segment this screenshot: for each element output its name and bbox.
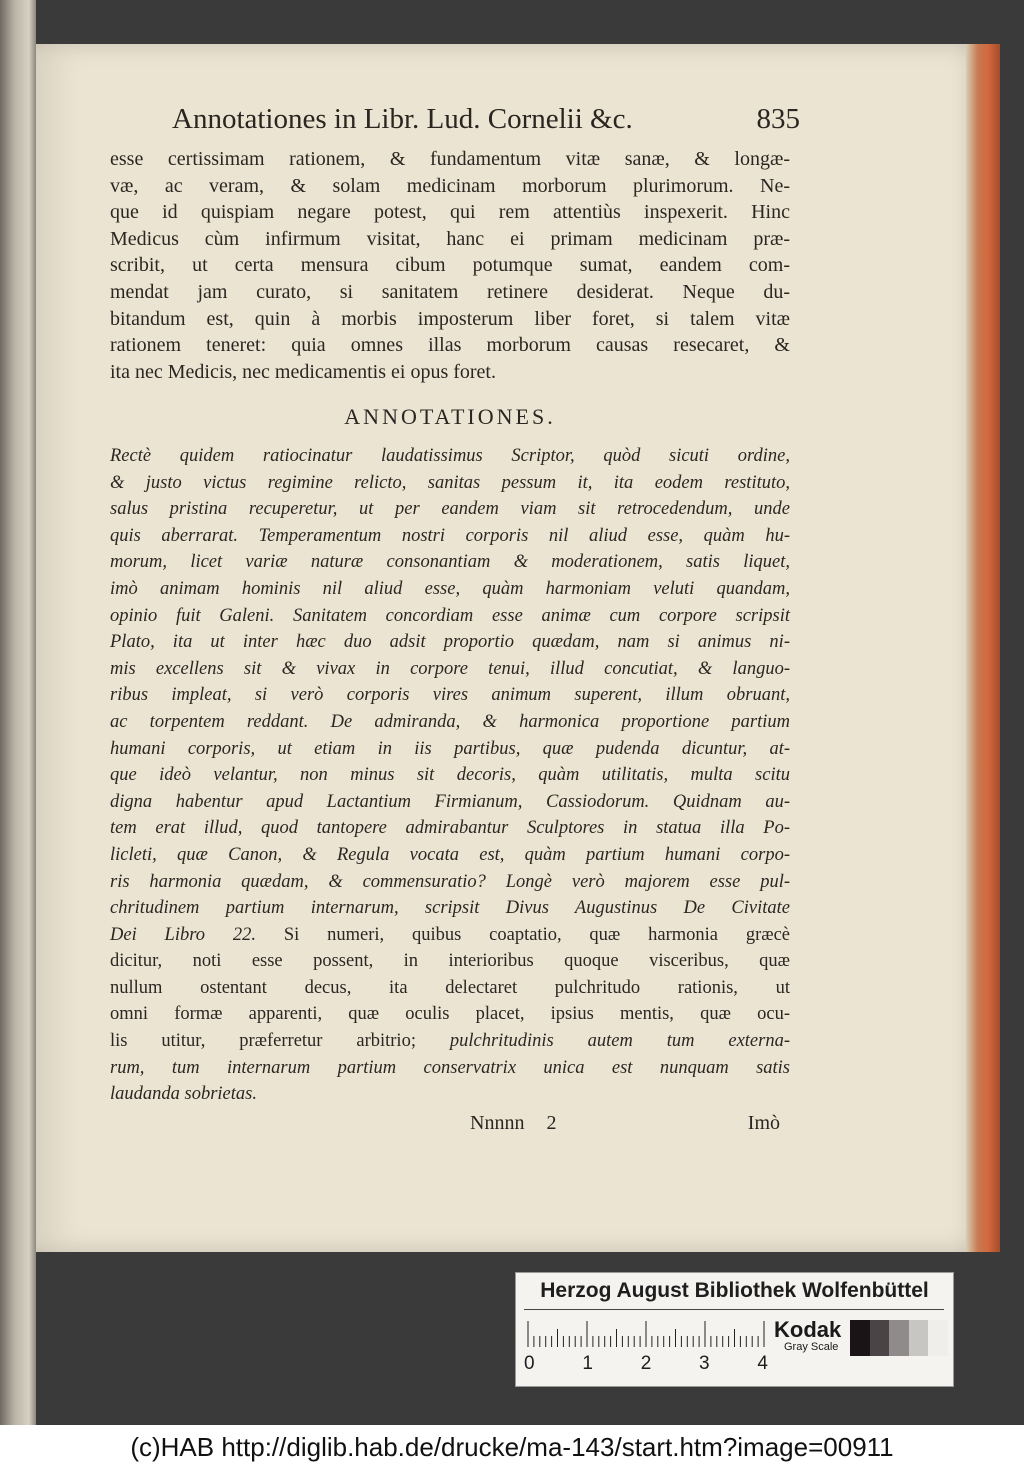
gray-swatch [870, 1320, 890, 1356]
text-fragment-roman: lis utitur, præferretur arbitrio; [110, 1031, 450, 1052]
kodak-logo: Kodak [774, 1317, 842, 1342]
running-head-title: Annotationes in Libr. Lud. Cornelii &c. [172, 103, 633, 135]
text-line [110, 922, 790, 949]
text-line: bitandum est, quin à morbis imposterum liber foret, si talem vitæ [110, 307, 790, 330]
text-line: ita nec Medicis, nec medicamentis ei opus foret. [110, 360, 496, 383]
text-line: licleti, quæ Canon, & Regula vocata est, quàm partium humani corpo- [110, 844, 790, 865]
gray-scale-label: Gray Scale [784, 1341, 839, 1353]
text-line: que ideò velantur, non minus sit decoris, quàm utilitatis, multa scitu [110, 765, 790, 786]
text-line: mendat jam curato, si sanitatem retinere desiderat. Neque du- [110, 280, 790, 303]
ruler-number: 4 [757, 1353, 768, 1374]
paragraph-main [110, 146, 790, 385]
text-fragment-italic: pulchritudinis autem tum externa- [449, 1031, 790, 1052]
text-line: rum, tum internarum partium conservatrix unica est nunquam satis [110, 1057, 790, 1078]
gray-swatches [850, 1320, 948, 1356]
left-page-edge [0, 0, 36, 1425]
text-line: Plato, ita ut inter hæc duo adsit proportio quædam, nam si animus ni- [110, 632, 790, 653]
text-line: esse certissimam rationem, & fundamentum vitæ sanæ, & longæ- [110, 148, 790, 170]
ruler-number: 1 [582, 1353, 593, 1374]
text-line: mis excellens sit & vivax in corpore tenui, illud concutiat, & languo- [110, 658, 790, 679]
ruler-numbers [524, 1353, 768, 1375]
catchline [470, 1112, 780, 1135]
gray-swatch [850, 1320, 870, 1356]
text-line [110, 1028, 790, 1055]
text-line: ac torpentem reddant. De admiranda, & harmonica proportione partium [110, 711, 790, 732]
text-line: Rectè quidem ratiocinatur laudatissimus Scriptor, quòd sicuti ordine, [110, 446, 790, 466]
text-line: morum, licet variæ naturæ consonantiam & moderationem, satis liquet, [110, 552, 790, 573]
page-number: 835 [756, 103, 800, 135]
text-line: humani corporis, ut etiam in iis partibus, quæ pudenda dicuntur, at- [110, 738, 790, 759]
ruler-number: 2 [640, 1353, 652, 1374]
text-line: opinio fuit Galeni. Sanitatem concordiam esse animæ cum corpore scripsit [110, 605, 790, 626]
running-head [172, 103, 800, 143]
ruler-number: 0 [524, 1353, 535, 1374]
text-line: & justo victus regimine relicto, sanitas pessum it, ita eodem restituto, [110, 472, 790, 493]
gray-swatch [889, 1320, 909, 1356]
paragraph-annotations [110, 443, 790, 1108]
footer-url: (c)HAB http://diglib.hab.de/drucke/ma-143/start.htm?image=00911 [0, 1425, 1024, 1470]
text-line: tem erat illud, quod tantopere admirabantur Sculptores in statua illa Po- [110, 818, 790, 839]
page-edge-colored [966, 44, 1000, 1252]
text-line: nullum ostentant decus, ita delectaret pulchritudo rationis, ut [110, 977, 790, 998]
text-line: dicitur, noti esse possent, in interioribus quoque visceribus, quæ [110, 951, 790, 972]
text-line: rationem teneret: quia omnes illas morborum causas resecaret, & [110, 334, 790, 357]
text-line: scribit, ut certa mensura cibum potumque sumat, eandem com- [110, 254, 790, 277]
target-rule [524, 1309, 944, 1310]
text-line: imò animam hominis nil aliud esse, quàm harmoniam veluti quandam, [110, 578, 790, 599]
text-line: salus pristina recuperetur, ut per eandem viam sit retrocedendum, unde [110, 499, 790, 520]
gray-swatch [928, 1320, 948, 1356]
text-line: laudanda sobrietas. [110, 1084, 257, 1105]
gray-swatch [909, 1320, 929, 1356]
ruler-number: 3 [699, 1353, 710, 1374]
text-line: chritudinem partium internarum, scripsit Divus Augustinus De Civitate [110, 898, 790, 919]
text-line: digna habentur apud Lactantium Firmianum, Cassiodorum. Quidnam au- [110, 791, 790, 812]
signature-letters: Nnnnn [470, 1112, 525, 1134]
text-line: que id quispiam negare potest, qui rem attentiùs inspexerit. Hinc [110, 201, 790, 224]
signature-mark [470, 1112, 556, 1135]
text-line: Medicus cùm infirmum visitat, hanc ei primam medicinam præ- [110, 227, 790, 250]
text-line: væ, ac veram, & solam medicinam morborum plurimorum. Ne- [110, 174, 790, 197]
color-target [515, 1272, 954, 1387]
text-line: ribus impleat, si verò corporis vires animum superent, illum obruant, [110, 685, 790, 706]
ruler [526, 1319, 768, 1349]
section-heading-annotationes: ANNOTATIONES. [344, 404, 556, 429]
target-title: Herzog August Bibliothek Wolfenbüttel [540, 1279, 929, 1302]
signature-number: 2 [546, 1112, 557, 1134]
text-line: omni formæ apparenti, quæ oculis placet, ipsius mentis, quæ ocu- [110, 1004, 790, 1025]
text-fragment-italic: Dei Libro 22. [110, 924, 256, 945]
text-line: quis aberrarat. Temperamentum nostri corporis nil aliud esse, quàm hu- [110, 525, 790, 546]
catchword: Imò [747, 1112, 780, 1134]
text-line: ris harmonia quædam, & commensuratio? Longè verò majorem esse pul- [110, 871, 790, 892]
text-fragment-roman: Si numeri, quibus coaptatio, quæ harmonia græcè [255, 924, 791, 945]
